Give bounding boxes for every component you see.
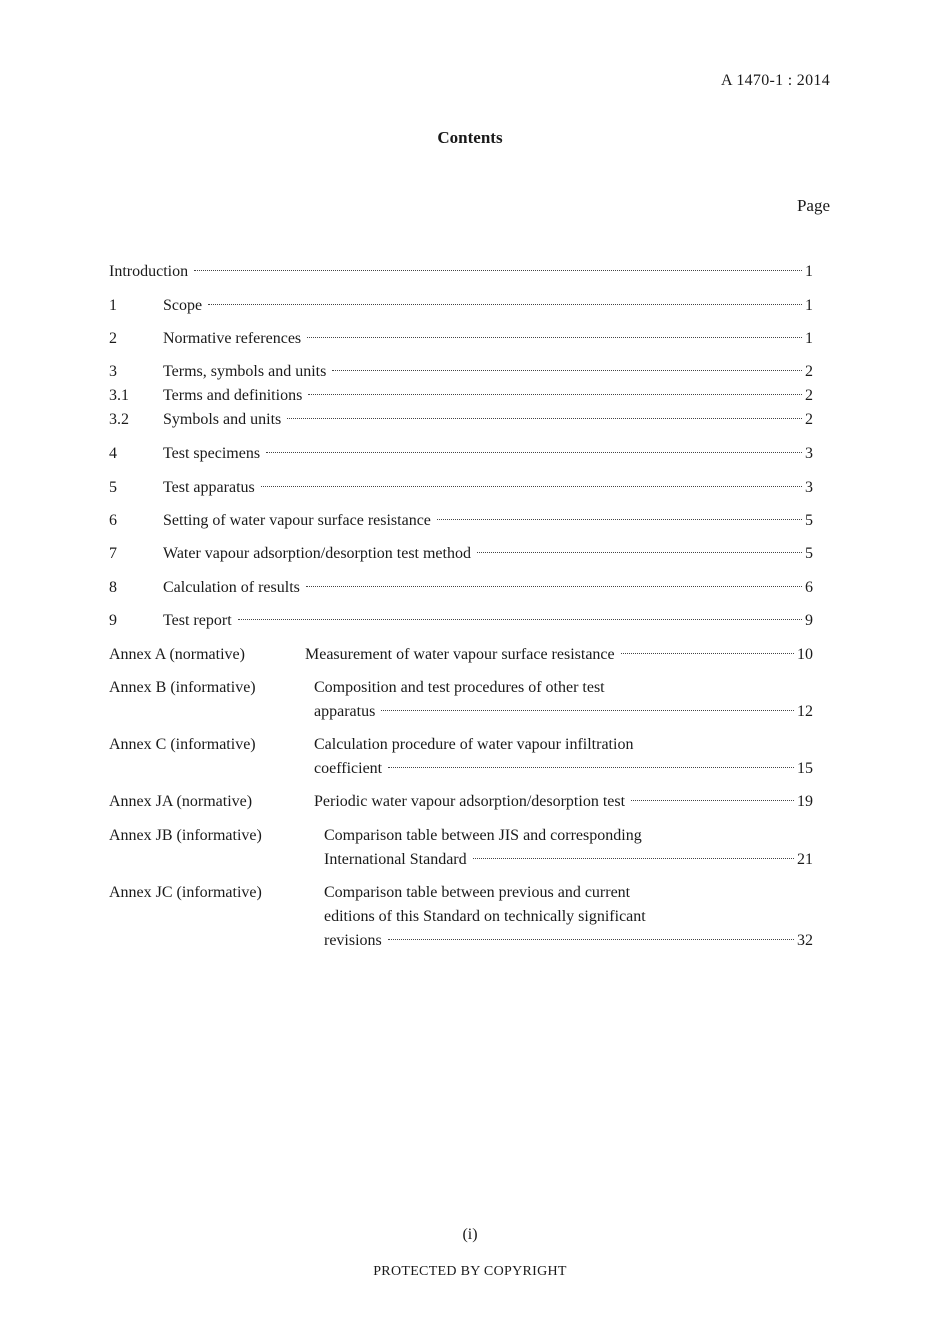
toc-entry-page: 15 [797,760,813,777]
dot-leader [437,519,802,520]
page-title: Contents [437,128,503,147]
dot-leader [381,710,794,711]
toc-entry-title: Introduction [109,263,189,280]
dot-leader [307,337,802,338]
toc-entry-page: 21 [797,851,813,868]
toc-entry-title: Symbols and units [163,411,282,428]
toc-entry-title: Test specimens [163,445,261,462]
toc-entry-page: 3 [805,445,813,462]
toc-entry-number: 2 [109,330,117,347]
toc-entry-page: 5 [805,512,813,529]
footer-page-number: (i) [462,1226,478,1243]
dot-leader [208,304,802,305]
toc-entry-title: Normative references [163,330,302,347]
toc-entry-page: 10 [797,646,813,663]
dot-leader [308,394,802,395]
toc-entry-page: 1 [805,263,813,280]
toc-entry-page: 6 [805,579,813,596]
toc-entry-number: 3.2 [109,411,129,428]
toc-entry-number: 3.1 [109,387,129,404]
toc-entry-page: 32 [797,932,813,949]
dot-leader [477,552,802,553]
annex-label: Annex A (normative) [109,646,245,663]
annex-title-line: revisions [324,932,382,949]
annex-label: Annex JA (normative) [109,793,253,810]
annex-title-line: Composition and test procedures of other test [314,679,605,696]
toc-entry-number: 7 [109,545,117,562]
dot-leader [261,486,802,487]
page-column-label: Page [796,196,830,215]
annex-title-line: Comparison table between JIS and corresponding [324,827,642,844]
dot-leader [266,452,802,453]
dot-leader [631,800,794,801]
toc-entry-page: 3 [805,479,813,496]
toc-entry-page: 2 [805,387,813,404]
toc-entry-title: Test apparatus [163,479,255,496]
dot-leader [388,939,794,940]
toc-entry-number: 1 [109,297,117,314]
dot-leader [238,619,802,620]
dot-leader [388,767,794,768]
toc-entry-number: 6 [109,512,117,529]
dot-leader [332,370,802,371]
toc-entry-title: Water vapour adsorption/desorption test method [163,545,471,562]
annex-label: Annex C (informative) [109,736,256,753]
toc-entry-number: 3 [109,363,117,380]
annex-title-line: editions of this Standard on technically significant [324,908,646,925]
annex-title-line: International Standard [324,851,467,868]
annex-label: Annex JB (informative) [109,827,262,844]
annex-title-line: coefficient [314,760,383,777]
dot-leader [621,653,794,654]
toc-entry-title: Terms, symbols and units [163,363,327,380]
toc-entry-page: 1 [805,297,813,314]
toc-entry-page: 19 [797,793,813,810]
dot-leader [473,858,794,859]
annex-title-line: Calculation procedure of water vapour infiltration [314,736,634,753]
toc-entry-title: Calculation of results [163,579,300,596]
annex-label: Annex B (informative) [109,679,256,696]
toc-entry-number: 5 [109,479,117,496]
toc-entry-page: 2 [805,411,813,428]
copyright-notice: PROTECTED BY COPYRIGHT [373,1264,567,1279]
toc-entry-number: 4 [109,445,117,462]
toc-entry-page: 9 [805,612,813,629]
annex-label: Annex JC (informative) [109,884,262,901]
toc-entry-page: 2 [805,363,813,380]
annex-title-line: apparatus [314,703,376,720]
toc-entry-title: Scope [163,297,203,314]
document-number: A 1470-1 : 2014 [721,72,830,89]
toc-entry-title: Test report [163,612,232,629]
toc-entry-page: 1 [805,330,813,347]
dot-leader [287,418,802,419]
annex-title-line: Comparison table between previous and current [324,884,631,901]
toc-entry-title: Terms and definitions [163,387,303,404]
annex-title-line: Measurement of water vapour surface resistance [305,646,615,663]
toc-entry-title: Setting of water vapour surface resistance [163,512,431,529]
toc-entry-number: 9 [109,612,117,629]
toc-entry-number: 8 [109,579,117,596]
toc-entry-page: 5 [805,545,813,562]
toc-entry-page: 12 [797,703,813,720]
dot-leader [194,270,802,271]
annex-title-line: Periodic water vapour adsorption/desorption test [314,793,626,810]
dot-leader [306,586,802,587]
